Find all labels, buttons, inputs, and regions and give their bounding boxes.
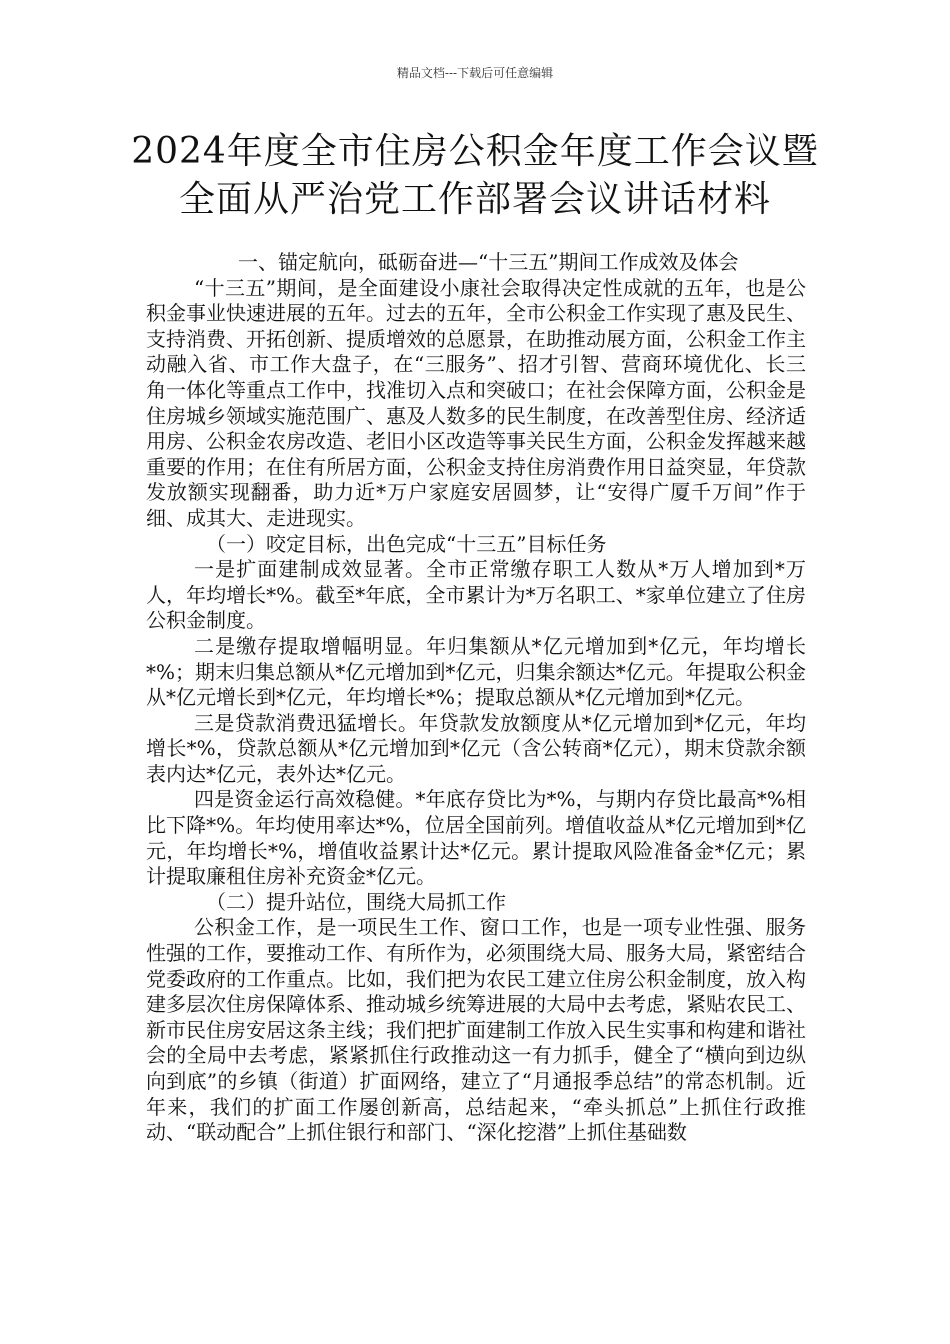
title-line-1: 2024年度全市住房公积金年度工作会议暨	[131, 131, 819, 172]
section-heading: 一、锚定航向，砥砺奋进—“十三五”期间工作成效及体会	[238, 250, 739, 274]
paragraph: 四是资金运行高效稳健。*年底存贷比为*%，与期内存贷比最高*%相比下降*%。年均使用率达*%，位居全国前列。增值收益从*亿元增加到*亿元，年均增长*%，增值收益累计达*亿元。累计提取风险准备金*亿元；累计提取廉租住房补充资金*亿元。	[146, 787, 806, 889]
paragraph: 三是贷款消费迅猛增长。年贷款发放额度从*亿元增加到*亿元，年均增长*%，贷款总额从*亿元增加到*亿元（含公转商*亿元），期末贷款余额表内达*亿元，表外达*亿元。	[146, 710, 806, 786]
title-line-2: 全面从严治党工作部署会议讲话材料	[178, 179, 771, 220]
paragraph: “十三五”期间，是全面建设小康社会取得决定性成就的五年，也是公积金事业快速进展的五年。过去的五年，全市公积金工作实现了惠及民生、支持消费、开拓创新、提质增效的总愿景，在助推动展方面，公积金工作主动融入省、市工作大盘子，在“三服务”、招才引智、营商环境优化、长三角一体化等重点工作中，找准切入点和突破口；在社会保障方面，公积金是住房城乡领域实施范围广、惠及人数多的民生制度，在改善型住房、经济适用房、公积金农房改造、老旧小区改造等事关民生方面，公积金发挥越来越重要的作用；在住有所居方面，公积金支持住房消费作用日益突显，年贷款发放额实现翻番，助力近*万户家庭安居圆梦，让“安得广厦千万间”作于细、成其大、走进现实。	[146, 275, 806, 530]
paragraph: 一是扩面建制成效显著。全市正常缴存职工人数从*万人增加到*万人，年均增长*%。截至*年底，全市累计为*万名职工、*家单位建立了住房公积金制度。	[146, 557, 806, 633]
paragraph: 公积金工作，是一项民生工作、窗口工作，也是一项专业性强、服务性强的工作，要推动工作、有所作为，必须围绕大局、服务大局，紧密结合党委政府的工作重点。比如，我们把为农民工建立住房公积金制度，放入构建多层次住房保障体系、推动城乡统筹进展的大局中去考虑，紧贴农民工、新市民住房安居这条主线；我们把扩面建制工作放入民生实事和构建和谐社会的全局中去考虑，紧紧抓住行政推动这一有力抓手，健全了“横向到边纵向到底”的乡镇（街道）扩面网络，建立了“月通报季总结”的常态机制。近年来，我们的扩面工作屡创新高，总结起来，“牵头抓总”上抓住行政推动、“联动配合”上抓住银行和部门、“深化挖潜”上抓住基础数	[146, 915, 806, 1145]
paragraph: 二是缴存提取增幅明显。年归集额从*亿元增加到*亿元，年均增长*%；期末归集总额从*亿元增加到*亿元，归集余额达*亿元。年提取公积金从*亿元增长到*亿元，年均增长*%；提取总额从*亿元增加到*亿元。	[146, 633, 806, 710]
subsection-heading: （二）提升站位，围绕大局抓工作	[206, 889, 506, 914]
subsection-heading: （一）咬定目标，出色完成“十三五”目标任务	[206, 531, 607, 556]
document-body	[146, 250, 806, 1146]
page-header: 精品文档---下载后可任意编辑	[396, 66, 554, 80]
document-title	[100, 128, 850, 224]
